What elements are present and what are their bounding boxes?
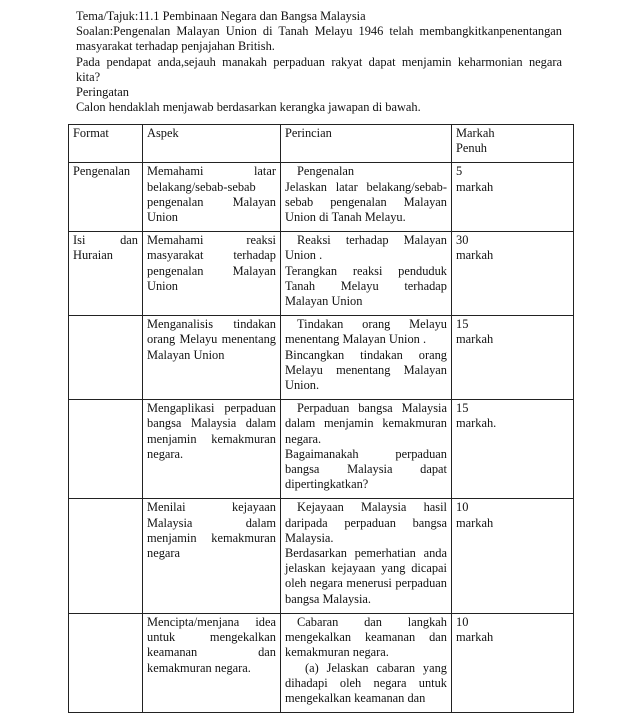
row-perincian xyxy=(281,613,452,712)
question-line-2: masyarakat terhadap penjajahan British. xyxy=(76,39,275,54)
markah-unit: markah xyxy=(456,332,494,347)
perincian-detail: Bincangkan tindakan orang Melayu menentang Malayan Union. xyxy=(285,347,447,393)
markah-value: 30 xyxy=(456,233,469,248)
markah-value: 10 xyxy=(456,614,469,629)
perincian-heading: Tindakan orang Melayu menentang Malayan Union . xyxy=(285,317,447,347)
row-aspek: Mencipta/menjana idea untuk mengekalkan keamanan dan kemakmuran negara. xyxy=(143,613,281,712)
question-intro xyxy=(76,9,562,115)
header-markah-line2: Penuh xyxy=(456,141,487,156)
row-format xyxy=(69,499,143,613)
header-aspek: Aspek xyxy=(143,125,281,163)
answer-framework-table xyxy=(68,124,574,713)
markah-value: 15 xyxy=(456,317,469,332)
instruction-line: Calon hendaklah menjawab berdasarkan kerangka jawapan di bawah. xyxy=(76,100,421,115)
row-perincian xyxy=(281,232,452,316)
row-format xyxy=(69,613,143,712)
markah-value: 10 xyxy=(456,500,469,515)
row-aspek: Memahami latar belakang/sebab-sebab pengenalan Malayan Union xyxy=(143,163,281,232)
perincian-heading: Cabaran dan langkah mengekalkan keamanan dan kemakmuran negara. xyxy=(285,614,447,660)
row-markah xyxy=(452,316,574,400)
perincian-detail: Jelaskan latar belakang/sebab-sebab pengenalan Malayan Union di Tanah Melayu. xyxy=(285,179,447,225)
row-aspek: Memahami reaksi masyarakat terhadap pengenalan Malayan Union xyxy=(143,232,281,316)
row-markah xyxy=(452,232,574,316)
table-row xyxy=(69,232,574,316)
header-perincian: Perincian xyxy=(281,125,452,163)
row-format xyxy=(69,400,143,499)
warning-heading: Peringatan xyxy=(76,85,129,100)
prompt-line-2: kita? xyxy=(76,69,101,84)
topic-line: Tema/Tajuk:11.1 Pembinaan Negara dan Bangsa Malaysia xyxy=(76,9,366,23)
row-markah xyxy=(452,163,574,232)
header-format: Format xyxy=(69,125,143,163)
perincian-heading: Perpaduan bangsa Malaysia dalam menjamin kemakmuran negara. xyxy=(285,401,447,446)
row-format xyxy=(69,316,143,400)
perincian-heading: Reaksi terhadap Malayan Union . xyxy=(285,233,447,263)
row-markah xyxy=(452,613,574,712)
row-format: Pengenalan xyxy=(69,163,143,232)
markah-unit: markah xyxy=(456,248,494,263)
markah-value: 5 xyxy=(456,164,463,179)
row-markah xyxy=(452,499,574,613)
markah-unit: markah xyxy=(456,515,494,530)
perincian-detail: Terangkan reaksi penduduk Tanah Melayu terhadap Malayan Union xyxy=(285,263,447,309)
row-format: Isi dan Huraian xyxy=(69,232,143,316)
header-markah xyxy=(452,125,574,163)
perincian-detail: Bagaimanakah perpaduan bangsa Malaysia dapat dipertingkatkan? xyxy=(285,446,447,492)
table-row xyxy=(69,316,574,400)
table-row xyxy=(69,163,574,232)
row-aspek: Menilai kejayaan Malaysia dalam menjamin kemakmuran negara xyxy=(143,499,281,613)
perincian-heading: Kejayaan Malaysia hasil daripada perpaduan bangsa Malaysia. xyxy=(285,500,447,545)
markah-unit: markah. xyxy=(456,416,497,431)
row-markah xyxy=(452,400,574,499)
row-perincian xyxy=(281,499,452,613)
header-markah-line1: Markah xyxy=(456,126,495,140)
perincian-heading: Pengenalan xyxy=(297,164,355,179)
markah-unit: markah xyxy=(456,179,494,194)
table-header-row xyxy=(69,125,574,163)
row-aspek: Mengaplikasi perpaduan bangsa Malaysia dalam menjamin kemakmuran negara. xyxy=(143,400,281,499)
question-line-1: Soalan:Pengenalan Malayan Union di Tanah Melayu 1946 telah membangkitkanpenentangan xyxy=(76,24,562,39)
prompt-line-1: Pada pendapat anda,sejauh manakah perpaduan rakyat dapat menjamin keharmonian negara xyxy=(76,54,562,69)
perincian-detail: Berdasarkan pemerhatian anda jelaskan kejayaan yang dicapai oleh negara menerusi perpaduan bangsa Malaysia. xyxy=(285,546,447,606)
table-row xyxy=(69,400,574,499)
table-row xyxy=(69,613,574,712)
markah-unit: markah xyxy=(456,630,494,645)
perincian-detail: (a) Jelaskan cabaran yang dihadapi oleh negara untuk mengekalkan keamanan dan xyxy=(285,660,447,705)
row-perincian xyxy=(281,316,452,400)
row-aspek: Menganalisis tindakan orang Melayu menentang Malayan Union xyxy=(143,316,281,400)
row-perincian xyxy=(281,400,452,499)
row-perincian xyxy=(281,163,452,232)
table-row xyxy=(69,499,574,613)
markah-value: 15 xyxy=(456,401,469,416)
